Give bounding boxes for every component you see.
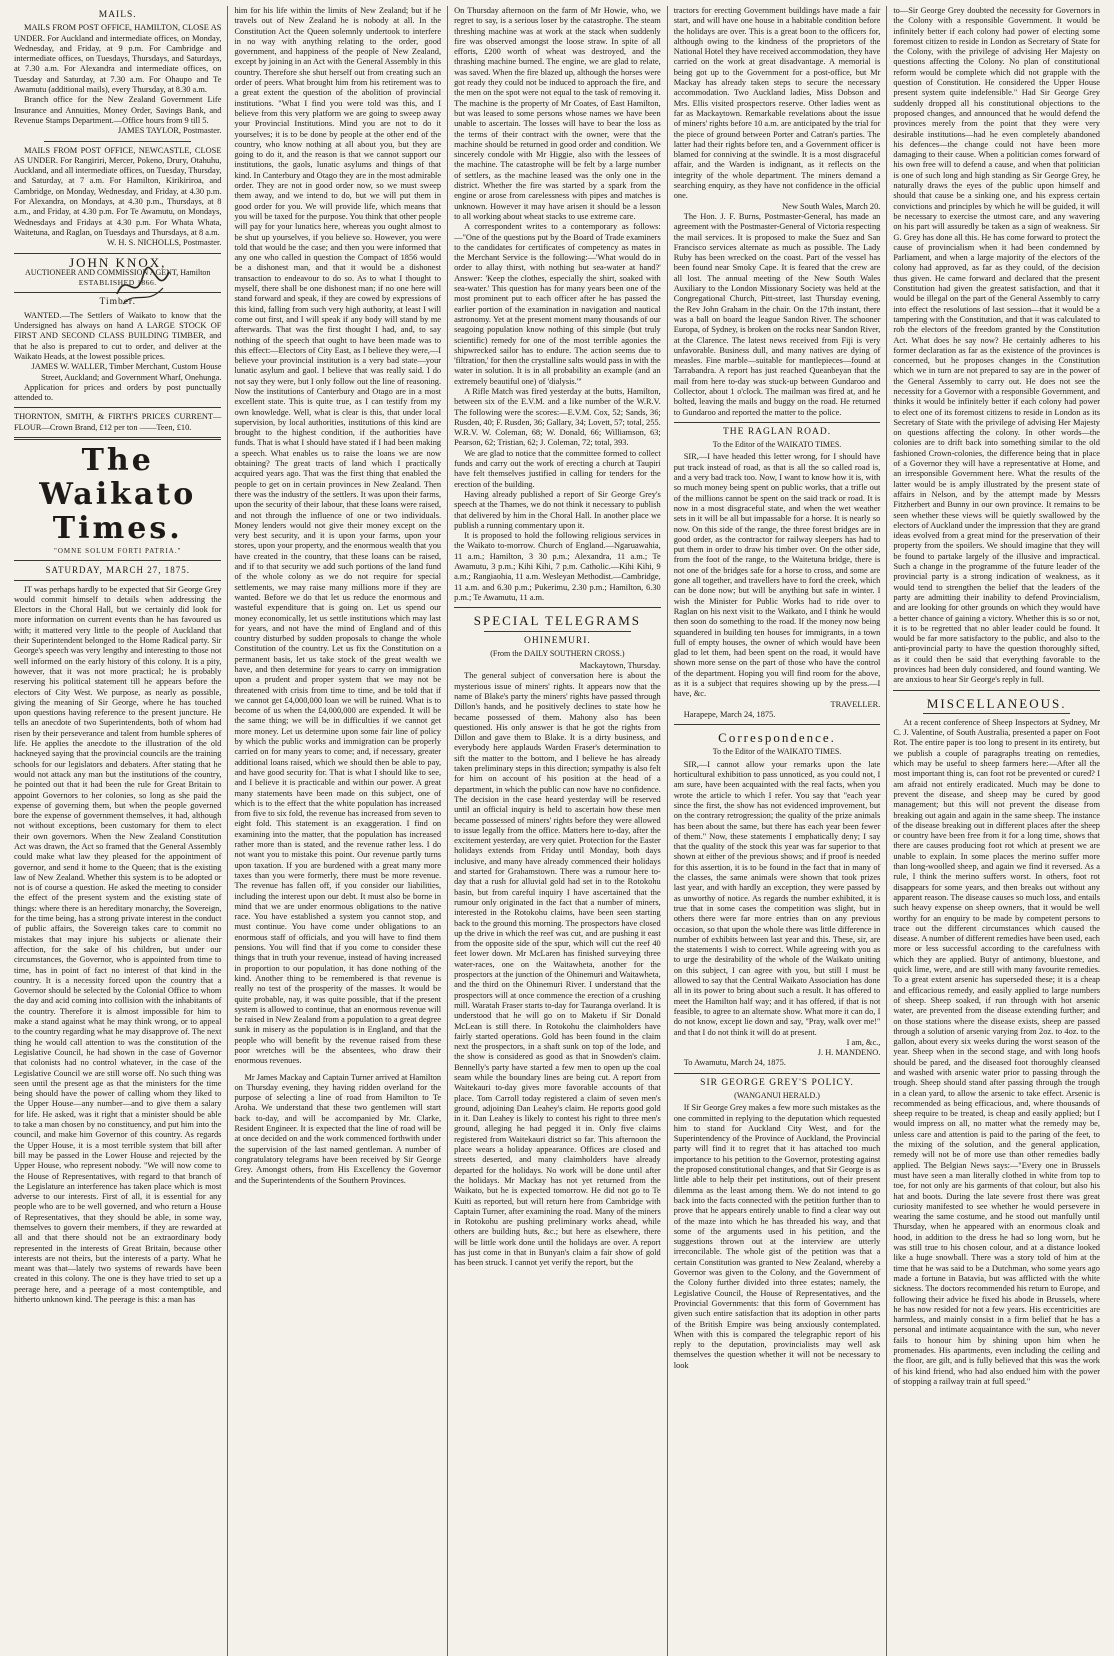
ohinemuri-telegram: The general subject of conversation here is about the mysterious issue of miners' rights. It appears now that the name of Blake's party the miners' rights have passed through Dillon's hands, and he positively declines to state how he became possessed of them. Mahony also has been questioned. His only answer is that he got the rights from Dillon and gave them to Blake. It is a dirty business, and everybody here applauds Warden Fraser's determination to sift the matter to the bottom, and I believe he has already taken preliminary steps in this direction; sympathy is also felt for him on account of his position at the head of a department, in which the public can now have no confidence. The decision in the case heard yesterday will be reserved until an official inquiry is held to ascertain how these men became possessed of miners' rights before they were allowed to issue legally from the office. Matters here to-day, after the excitement yesterday, are very quiet. Protection for the Easter holidays extends from Friday until Monday, both days inclusive, and many have already commenced their holidays and started for Grahamstown. There was a rumour here to-day that a rush for alluvial gold had set in to the Rotokohu basin, but from careful inquiry I have ascertained that the rumour only originated in the fact that a number of miners, interested in the Rotokohu claims, have been seen starting back to the ground this morning. The prospectors have closed up the drive in which the reef was cut, and are pushing it east from the opposite side of the spur, which will cut the reef 40 feet lower down. Mr McLaren has finished surveying three water-races, one on the Waitawheta, another for the prospectors at the junction of the Ohinemuri and Waitawheta, and the third on the Ohinemuri River. I understand that the prospectors will at once commence the erection of a crushing mill. Waratah Fraser starts to-day for Tauranga overland. It is understood that he will go on to Maketu if Sir Donald McLean is still there. In Rotokohu the claimholders have fairly started operations. Gold has been found in the claim next the prospectors, in a shaft sunk on top of the lode, and the show is considered as good as that in Snowden's claim. Bennelly's party have started a few men to open up the coal seam while the boundary lines are being cut. A report from Waitekauri to-day gives more favorable accounts of that place. Tom Carroll today registered a claim of seven men's ground, adjoining Dan Leahey's claim. He reports good gold in it. Dan Leahey is likely to contest his right to three men's ground, alleging he had pegged it in. Only five claims registered from Waitekauri district so far. This afternoon the place wears a holiday appearance. Offices are closed and streets deserted, and many claimholders have already departed for the holidays. No work will be done until after the holidays. Mr Mackay has not yet returned from the Waikato, but he is expected tomorrow. He did not go to Te Kuiti as reported, but will return here from Cambridge with Captain Turner, after examining the road. Many of the miners in Rotokohu are pushing preliminary works ahead, while others are building huts, &c.; but here as elsewhere, there will be little work done until the holidays are over. A report has just come in that in Bunyan's claim a fair show of gold has been struck. I cannot yet verify the report, but the xyxy=(454,671,661,1268)
mails-heading: MAILS. xyxy=(98,10,137,20)
divider xyxy=(14,560,221,561)
timber-apply: Application for prices and orders by post punctually attended to. xyxy=(14,382,222,403)
religious-services: It is proposed to hold the following religious services in the Waikato to-morrow. Church of England.—Ngaruawahia, 11 a.m.; Hamilton, 3 30 p.m.; Alexandra, 11 a.m.; Te Awamutu, 3 p.m.; Kihi Kihi, 7 p.m. Catholic.—Kihi Kihi, 9 a.m.; Rangiaohia, 11 a.m. Wesleyan Methodist.—Cambridge, 11 a.m. and 6.30 p.m.; Pukerimu, 2.30 p.m.; Hamilton, 6.30 p.m.; Te Awamutu, 11 a.m. xyxy=(454,531,661,602)
timber-heading: Timber. xyxy=(99,297,136,308)
rifle-match: A Rifle Match was fired yesterday at the butts, Hamilton, between six of the E.V.M. and a like number of the W.R.V. The following were the scores:—E.V.M. Cox, 52; Sands, 36; Rusden, 40; F. Rusden, 36; Gallary, 34; Lovett, 57; total, 255. W.R.V. W. Coleman, 68; W. Donald, 66; Williamson, 63; Pearson, 62; Tristian, 62; J. Coleman, 72; total, 393. xyxy=(454,386,661,448)
timber-merchant: JAMES W. WALLER, Timber Merchant, Custom House Street, Auckland; and Government Wharf, Onehunga. xyxy=(31,362,222,382)
divider xyxy=(484,631,631,632)
masthead: The Waikato Times. xyxy=(39,442,197,546)
divider xyxy=(14,580,221,581)
raglan-signature: TRAVELLER. xyxy=(830,699,881,709)
leader-article: IT was perhaps hardly to be expected that Sir George Grey would commit himself to details when addressing the Electors in the Choral Hall, but we certainly did look for more information on current events than he has favoured us with; it mattered very little to the people of Auckland that their Superintendent belonged to the Home Radical party. Sir George's speech was very lengthy and interesting to those not well informed on the early history of this colony. It is a pity, however, that it was not more practical; he is probably reserving his political statement till he appears before the electors of City West. We purpose, as nearly as possible, giving the meaning of Sir George, where he has touched upon questions having reference to the present juncture. He tells an anecdote of two Superintendents, both of whom had risen by their perseverance and talent from humble spheres of life. He applies the anecdote to the illustration of the old hackneyed saying that the provincial councils are the training schools for our legislators and debaters. After stating that he would not attack any man but the institutions of the country, he pointed out that it had been the rule for Great Britain to appoint Governors to her colonies, so long as she paid the expense of governing them, but when the people governed bore the expense of government themselves, it had, although not without exceptions, been customary for them to elect their own governors. When the New Zealand Constitution Act was drawn, the Act so framed that the General Assembly could make what law they pleased for the appointment of governor, and send it home to the Queen; that is the existing law of New Zealand. Whether this system is to be adopted or not is of course a question. He asked the meeting to consider the effect of the present system and the existing state of things: where there is an hereditary monarchy, the Sovereign, for the time being, has a strong private interest in the conduct of public affairs, the Sovereign takes care to commit no mistakes that may injure his subjects or alienate their affection, for the sake of his children, but under our circumstances, the Governor, who is appointed from time to time, has in point of fact no interest of that kind in the country. It is a necessity forced upon the country that a Governor should be selected by the Colonial Office to whom the day and acid coming into collision with the inhabitants of the country. Therefore it is almost impossible for him to make a stand against what he may think wrong, or to appeal to the country regarding what he may disapprove of. The next thing he would call attention to was the constitution of the Legislative Council, he had shown in the case of Governor that colonists had no control whatever, in the case of the Legislative Council we are still worse off. No such thing was seen until the present age as that the ministers for the time being should have the power of calling whom they liked to the Upper House—any number—and to give them a salary for life. He asked, was it right that a minister should be able to take a man chosen by no constituency, and put him into the council, and make him Governor of this country. As regards the Upper House, it is a most terrible system that bill after bill may be passed in the Lower House and rejected by the Upper House, who represent nobody. "We will now come to the House of Representatives, with regard to that branch of the Legislature an interference has taken place which is most adverse to our interests. First of all, it is essential for any people who are to be well governed, and who return a House of Representatives, that they should be able, in some way, themselves to govern their members, if they are rewarded at all and that there should not be an extraordinary body represented in the interests of Great Britain, because other interests are not theirs, but the interests of a party. What he meant was that—lately two systems of rewards have been created in this colony. The one is they have tried to set up a peerage here, and a peerage of a most contemptible, and hitherto unknown kind. The peerage is this: a man has xyxy=(14,584,222,1305)
mails-newcastle: MAILS FROM POST OFFICE, NEWCASTLE, CLOSE AS UNDER. For Rangiriri, Mercer, Pokeno, Drury, Otahuhu, Auckland, and all intermediate offices, on Tuesday, Thursday, and Saturday, at 7 a.m. For Hamilton, Kirikiriroa, and Cambridge, on Monday, Wednesday, and Friday, at 4.30 p.m. For Alexandra, on Mondays, at 4.30 p.m., Thursdays, at 8 a.m., and Friday, at 4.30 p.m. For Te Awamutu, on Mondays, Wednesdays and Fridays at 4.30 p.m. For Whata Whata, Waitetuna, and Raglan, on Tuesdays and Thursdays, at 8 a.m. xyxy=(14,145,222,237)
grey-policy-continued: to—Sir George Grey doubted the necessity for Governors in the Colony with a responsible Government. It would be infinitely better if each colony had power of electing some foremost citizen to reside in London as Secretary of State for the Colony, with the privilege of advising Her Majesty on questions affecting the Colony. No plan of constitutional reform would be complete which did not grapple with the question of Constitution. He considered the Upper House present system quite indefensible." Had Sir George Grey suddenly dropped all his constitutional objections to the proposed changes, and announced that he would defend the provinces merely from the point that they were very desirable institutions—had he even completely abandoned his defences—the change could not have been more damaging to their cause. When a politician comes forward of his own free will to defend a cause, and when that politician is one of such long and high standing as Sir George Grey, he naturally draws the eyes of the public upon himself and should that cause be a sinking one, and his express certain convictions and principles by which he will be guided, it will be necessary to exercise the utmost care, and any wavering on his part will assuredly be taken as a sign of weakness. Sir G. Grey has done all this. He has come forward to protect the cause of provincialism when it had been condemned by Parliament, and when a large majority of the electors of the colony had approved, as far as they could, of the decision thus given. He came forward and declared that the present Constitution had given the greatest satisfaction, and that it would be illegal on the part of the General Assembly to carry into effect the resolutions of last session—that it would be a tampering with the Constitution, and that it was calculated to rob the electors of the freedom granted by the Constitution Act. What does he say now? He certainly adheres to his former declaration as far as the existence of the provinces is concerned, but he proposes changes in the Constitution which we in turn are not prepared to say are in the power of the General Assembly to carry out. He does not see the necessity for a Governor with a responsible Government, and thinks it would be infinitely better if each colony had power to elect one of its foremost citizens to reside in London as its Secretary of State with the privilege of advising Her Majesty on questions affecting the colony. In other words—the colonies are to drift back into something similar to the old fashioned Crown-colonies, the difference being that in place of a Governor they will have a representative at Home, and an irresponsible Government here. What the results of the latter would be is amply illustrated by the present state of affairs in Nelson, and by the attempt made by Messrs Fitzherbert and Bunny in our own province. It remains to be seen whether these views will be quietly swallowed by the electors of Auckland under the impression that they are grand ideas evolved from a great mind for the preservation of their property from the spoilers. We should imagine that they will be found to partake largely of the illusive and impractical. Such a change in the programme of the future leader of the provincial party is a strong indication of weakness, as it would tend to strengthen the belief that the leaders of the party are admitting their inability to defend Provincialism, and are looking for other grounds on which they would have a better chance of gaining a victory. Whether this is so or not, it is to be regretted that no abler leader could be found. It would be far more satisfactory to the public, and also to the anti-provincial party to have the question thoroughly sifted, as it could then be said that everything favorable to the provinces had been duly considered, and found wanting. We are anxious to hear Sir George's reply in full. xyxy=(893,6,1100,685)
leader-continued: him for his life within the limits of New Zealand; but if he travels out of New Zealand he is nobody at all. In the Constitution Act the Queen solemnly undertook to interfere in no way with anything relating to the order, good government, and happiness of the people of New Zealand, except by joining in an Act with the General Assembly in this country. Therefore she shut herself out from creating such an order of peers. What brought him from his retirement was to a great extent the question of the abolition of provincial institutions. "What I find you were told was this, and I believe from this very platform we are going to sweep away your Provincial Institutions. Mind you are not to do it yourselves; it is to be done by people at the other end of the country, who know nothing at all about you, but they are going to do it, and the reason is that we cannot support our institutions, the gaols, lunatic asylums and things of that kind. In Canterbury and Otago they are in the most admirable order. They are not in good order now, so we must sweep them away, and we intend to do, but we will put them in good order for you. We will provide life, which means that you will be taxed for the purpose. You think that other people will pay for your lunatics here, whereas you ought almost to be shut up yourselves, if you believe so. However, you were told that would be the case; and then you were informed that any one who called in question the Compact of 1856 would be a dishonest man, and that it would be a dishonest transaction to endeavour to do so. As to what I thought to myself, there shall be one dishonest man; if no one here will stand forward and speak, if they are cowed by expressions of this kind, falling from such very high authority, at least I will come out first, and I will speak if any body will stand by me afterwards. That was the first thought I had, and, to say nothing of the speech that ought to have been made was to this effect:—Electors of City East, as I believe they were,—I believe your provincial institution is a very bad state—your lunatic asylum and gaol. I believe that was really said. I do not say they were, but I only follow out the line of reasoning. Now the institutions of Canterbury and Otago are in a most excellent state. This is quite true, as I can testify from my own knowledge. Well, what is clear is this, that under local supervision, by local authorities, institutions of this kind are brought to the highest condition, if the authorities have funds. That is what I should have stated if I had been making a speech. What enables us to raise the loans we are now obtaining? The great tracts of land which I practically acquired years ago. That was the first thing that enabled the people to get on in certain provinces in New Zealand. Then there was the industry of the settlers. It was upon their farms, upon the security of their labour, that these loans were raised, and not through the influence of one or two individuals. Money lenders would not give their money except on the very best security, and it is upon your farms, upon your stores, upon your property, and the enormous wealth that you have created in the country, that these loans can be raised, and if to that security we add such portions of the land fund of the whole colony as we do not require for special settlements, we may raise many millions more if they are wanted. Before we do that let us reduce the enormous and wasteful expenditure that is going on. Let us spend our money economically, let us settle institutions which may last for years, and not have the mind of England and of this country disturbed by sudden proposals to change the whole Constitution of the country. Let us fix the Constitution on a permanent basis, let us take stock of the great wealth we have, and then determine for years to carry on immigration upon a prudent and proper system that we may not be threatened with crisis from time to time, and be told that if we cannot get £4,000,000 loan we will be ruined. What is to become of us when the £4,000,000 are expended. It will be the same thing; we will be in difficulties if we cannot get more money. Let us determine upon some fair line of policy by which the public works and immigration can be properly carried on for many years to come; and, if necessary, greater additional loans raised, which we should then be able to pay, and have good security for. That is what I should like to see, and I believe it is practicable and within our power. A great many statements have been made on this subject, one of which is to the effect that the white population has increased from five to six fold, the revenue has increased from seven to eight fold. This statement is an exaggeration. I find on examining into the matter, that the population has increased rather more than is stated, and the revenue rather less. I do not want you to mistake this point. Our revenue partly turns upon taxation. If you are burdened with a great many more taxes than you were formerly, there must be more revenue. The revenue has fallen off, if you consider our liabilities, including the interest upon our debt. It must also be borne in mind that we are under enormous obligations to the native race. You have established a system you cannot stop, and must continue. You have come under obligations to an enormous staff of officials, and you will have to find them pensions. You will find that if you come to consider these things that in truth your revenue, instead of having increased in proportion to our population, it has done nothing of the kind. Another thing to be remembered is that revenue is really no test of the prosperity of the masses. It would be quite probable, nay, it was quite possible, that if the present system is allowed to continue, that an enormous revenue will be raised in New Zealand from a population to a great degree sunk in misery as the population is in England, and that the people who will benefit by the revenue raised from these poor wretches will be the absentees, who draw their enormous revenues. xyxy=(234,6,442,1066)
raglan-addressee: To the Editor of the WAIKATO TIMES. xyxy=(712,440,842,450)
fire-report: On Thursday afternoon on the farm of Mr Howie, who, we regret to say, is a serious loser by the catastrophe. The steam threshing machine was at work at the stack when suddenly fire was observed amongst the loose straw. In spite of all efforts, £200 worth of wheat was destroyed, and the thrashing machine burned. The engine, we are glad to relate, was saved. When the fire blazed up, although the horses were got ready they could not be induced to approach the fire, and the men on the spot were not equal to the task of removing it. The machine is the property of Mr Coates, of East Hamilton, but was leased to some persons whose names we have been unable to ascertain. The losses will have to bear the loss as the terms of their contract with the owner, were that the machine should be returned in good order and condition. We sincerely condole with Mr Higgie, also with the lessees of the machine. The catastrophe will be felt by a large number of settlers, as the machine leased was the only one in the district. Whether the fire was started by a spark from the engine or arose from carelessness with pipes and matches is unknown. However it may have arisen it should be a lesson to all working about wheat stacks to use extreme care. xyxy=(454,6,661,221)
mackay-turner-item: Mr James Mackay and Captain Turner arrived at Hamilton on Thursday evening, they having ridden overland for the purpose of selecting a line of road from Hamilton to Te Aroha. We understand that these two gentlemen will start back to-day, and will be accompanied by Mr. Clarke, Resident Engineer. It is expected that the line of road will be at once decided on and the work commenced forthwith under the supervision of the last named gentleman. A number of congratulatory telegrams have been received by Sir George Grey. Amongst others, from His Excellency the Governor and the Superintendents of the Southern Provinces. xyxy=(234,1072,442,1185)
special-telegrams-heading: SPECIAL TELEGRAMS xyxy=(473,613,642,629)
divider xyxy=(674,1073,881,1074)
raglan-road-heading: THE RAGLAN ROAD. xyxy=(722,426,832,437)
raglan-letter: SIR,—I have headed this letter wrong, for I should have put track instead of road, as that is all the so called road is, and a very bad track too. Now, I want to know how it is, with so much money being spent on public works, that a trifle out of the millions cannot be spent on the said track or road. It is now in a most disgraceful state, and when the wet weather sets in it will be all but impassable for a horse. It is nearly so now. On this side of the range, the three forest bridges are in good order, as the contractor for railway sleepers has had to put them in order to draw his timber over. On the other side, from the foot of the range, to the Waitetuna bridge, there is not one of the bridges safe for a horse to cross, and some are gone all together, and travellers have to ford the creek, which can be done now; but will be anything but safe in winter. I wish the Minister for Public Works had to ride over to Raglan on his next visit to the Waikato, and I think he would then soon do something to the road. If the money now being squandered in building ten houses for immigrants, in a town full of empty houses, the owner of which would have been glad to let them, had been spent on the road, it would have shown more sense on the part of those who have the control of the department. Hoping you will find room for the above, as it is a subject that requires showing up by the press.—I have, &c. xyxy=(673,452,881,699)
grey-policy-article: If Sir George Grey makes a few more such mistakes as the one committed in replying to the deputation which requested him to stand for Auckland City West, and for the Superintendency of the Province of Auckland, the Provincial party will find it to regret that it has attached too much importance to his petition to the Governor, protesting against the proposed constitutional changes, and that Sir George is as little able to help their pet institutions, out of their present dilemma as the least among them. We do not intend to go back into the facts connected with the petition further than to prove that he appears entirely unable to find a clear way out of the maze into which he has threaded his way, and that some of the arguments used in his petition, and the suggestions thrown out at the interview are utterly irreconcilable. The whole gist of the petition was that a certain Constitution was granted to New Zealand, whereby a Governor was given to the Colony, and the Government of the Colony further divided into three estates; namely, the Legislative Council, the House of Representatives, and the Provincial Governments: that this form of Government has given such entire satisfaction that its adoption in other parts of the British Empire was being anxiously contemplated. When with this is compared the telegraphic report of his reply to the deputation, provincialists may well ask themselves the question whether it will not be necessary to look xyxy=(673,1103,881,1370)
grey-policy-source: (WANGANUI HERALD.) xyxy=(734,1090,820,1100)
correspondence-addressee: To the Editor of the WAIKATO TIMES. xyxy=(712,747,842,757)
correspondence-letter: SIR,—I cannot allow your remarks upon the late horticultural exhibition to pass unnoticed, as you could not, I am sure, have been acquainted with the real facts, when you wrote the article to which I refer. You say that "each year since the first, the show has not evidenced improvement, but on the contrary retrogression; the quality of the prize animals has been about the same, but there has each year been fewer of them." Now, these statements I emphatically deny; I say that the quality of the stock this year was far superior to that shown at either of the previous shows; and if proof is needed for this assertion, it is to be found in the fact that in many of the classes, the same animals were shown that took prizes last year, and with hardly an exception, they were passed by as unworthy of notice. As regards the number exhibited, it is true that in some cases the competition was slight, but in others there were far more entries than on any previous occasion, so that upon the whole there was little difference in number of exhibits between last year and this. These, sir, are the statements I wish to correct. While agreeing with you as to urge the desirability of the whole of the Waikato uniting on this subject, I can agree with you, but still I must be allowed to say that the Central Waikato Association has done all in its power to bring about such a result. It has offered to meet the Hamilton half way; and it has offered, if that is not feasible, to agree to an alternate show. What more it can do, I do not know, except lie down and say, "Pray, walk over me!" and that I do not think it will do at present. xyxy=(673,759,881,1037)
knox-role: AUCTIONEER AND COMMISSION AGENT, Hamilton xyxy=(25,267,211,277)
ohinemuri-heading: OHINEMURI. xyxy=(524,635,591,646)
divider xyxy=(674,724,881,725)
grey-speech-note: Having already published a report of Sir George Grey's speech at the Thames, we do not think it necessary to publish that delivered by him in the Choral Hall. In another place we publish a running commentary upon it. xyxy=(454,489,661,530)
divider xyxy=(14,292,221,293)
issue-date: SATURDAY, MARCH 27, 1875. xyxy=(45,565,190,576)
miscellaneous-heading: MISCELLANEOUS. xyxy=(926,695,1067,711)
divider xyxy=(893,690,1100,691)
divider xyxy=(674,422,881,423)
telegram-continued: tractors for erecting Government buildings have made a fair start, and will have one house in a habitable condition before the holidays are over. This is a great boon to the officers for, although owing to the kindness of the proprietors of the National Hotel they have received accommodation, they have carried on the work at great disadvantage. A memorial is being got up to the Government for a post-office, but Mr Mackay has already taken steps to secure the necessary accommodation. Two Auckland ladies, Miss Dobson and Mrs. Ellis visited prospectors reserve. Other ladies went as far as Mackaytown. Remarkable revelations about the issue of miners' rights before 10 a.m. are anticipated by the trial for the piece of ground between Porter and Catran's parties. The latter had their rights before ten, and a Government officer is blamed for conniving at the swindle. It is a most disgraceful affair, and the Warden is indignant, as it reflects on the integrity of the whole department. The miners demand a searching enquiry, as they have not confidence in the official one. xyxy=(673,6,881,201)
taupiri-church: We are glad to notice that the committee formed to collect funds and carry out the work of erecting a church at Taupiri have felt themselves justified in calling for tenders for the erection of the building. xyxy=(454,448,661,489)
telegram-source: (From the DAILY SOUTHERN CROSS.) xyxy=(490,648,625,658)
prices-current: THORNTON, SMITH, & FIRTH'S PRICES CURRENT— FLOUR—Crown Brand, £12 per ton ——Teen, £10. xyxy=(14,412,222,432)
correspondence-place: To Awamutu, March 24, 1875. xyxy=(683,1058,786,1068)
column-5 xyxy=(886,6,1106,1656)
divider xyxy=(44,141,191,142)
mails-postmaster-taylor: JAMES TAYLOR, Postmaster. xyxy=(117,126,222,136)
divider xyxy=(454,607,661,608)
telegram-dateline: Mackaytown, Thursday. xyxy=(579,661,661,671)
mails-hamilton: MAILS FROM POST OFFICE, HAMILTON, CLOSE AS UNDER. For Auckland and intermediate offices, on Monday, Wednesday, and Friday, at 9 p.m. For Cambridge and intermediate offices, on Tuesdays, Thursdays, and Saturdays, at 7.30 a.m. For Alexandra and intermediate offices, on Tuesday and Saturday, at 7.30 a.m. For Ohaupo and Te Awamutu (additional mails), every Thursday, at 8.30 a.m. xyxy=(14,23,222,95)
divider xyxy=(923,713,1070,714)
knox-established: ESTABLISHED 1866. xyxy=(78,278,157,288)
nsw-news: The Hon. J. F. Burns, Postmaster-General, has made an agreement with the Postmaster-General of Victoria respecting the mail services. It is proposed to make the Suez and San Francisco services alternate as much as possible. The Lady Ruby has been wrecked on the coast. Part of the vessel has been found near Smoky Cape. It is feared that the crew are all lost. The annual meeting of the New South Wales Auxiliary to the London Missionary Society was held at the Congregational Church, Pitt-street, last Thursday evening, the Rev John Graham in the chair. On the 17th instant, there was a ball on board the league Sandon River. The schooner Europa, of Sydney, is broken on the rocks near Sandon River, at the Clarence. The latest news received from Fiji is very unfavorable. Business dull, and many natives are dying of measles. Fine marble—suitable for mantlepieces—found at Tarrabandra. A report has just reached Queanbeyan that the mail from here to-day was stuck-up between Gundaroo and Collector, about 1 o'clock. The mailman was fired at, and he bolted, leaving the mails and buggy on the road. He returned to Gundaroo and reported the matter to the police. xyxy=(673,211,881,417)
knox-name: JOHN KNOX, xyxy=(69,254,167,270)
column-3 xyxy=(447,6,667,1656)
correspondence-signature: J. H. MANDENO. xyxy=(817,1048,881,1058)
divider xyxy=(14,407,221,408)
correspondence-heading: Correspondence. xyxy=(718,730,836,746)
motto: "OMNE SOLUM FORTI PATRIA." xyxy=(53,546,182,555)
grey-policy-heading: SIR GEORGE GREY'S POLICY. xyxy=(700,1077,854,1088)
columns xyxy=(8,6,1106,1656)
timber-advert: WANTED.—The Settlers of Waikato to know that the Undersigned has always on hand A LARGE STOCK OF FIRST AND SECOND CLASS BUILDING TIMBER, and that he also is prepared to cut to order, and deliver at the Waikato Heads, at the lowest possible prices. xyxy=(14,310,222,361)
column-1 xyxy=(8,6,227,1656)
correspondence-close: I am, &c., xyxy=(846,1037,881,1047)
mails-postmaster-nicholls: W. H. S. NICHOLLS, Postmaster. xyxy=(107,238,222,248)
double-divider xyxy=(14,437,221,440)
divider xyxy=(14,253,221,254)
column-2 xyxy=(227,6,447,1656)
raglan-place: Harapepe, March 24, 1875. xyxy=(683,709,776,719)
sea-water-item: A correspondent writes to a contemporary as follows:—"One of the questions put by the Board of Trade examiners to the candidates for certificates of competency as mates in the Merchant Service is the following:—'What would do in order to allay thirst, with nothing but sea-water at hand?' Answer: 'Keep the clothes, especially the shirt, soaked with sea-water.' This question has for many years been one of the most prominent put to each officer after he has passed the earlier portion of the examination in navigation and nautical astronomy. Yet at the present moment many thousands of our seagoing population know nothing of this simple (but truly scientific) remedy for one of the most terrible agonies the shipwrecked sailor has to endure. The action seems due to 'filtration,' for then the crystalline salts would pass in with the water in solution. It is in all probability an example (and an extremely beautiful one) of 'dialysis.'" xyxy=(454,222,661,386)
nsw-dateline: New South Wales, March 20. xyxy=(782,201,881,211)
column-4 xyxy=(667,6,887,1656)
mails-branch-office: Branch office for the New Zealand Government Life Insurance and Annuities, Money Order, Savings Bank, and Revenue Stamps Department.—Office hours from 9 till 5. xyxy=(14,95,222,125)
miscellaneous-body: At a recent conference of Sheep Inspectors at Sydney, Mr C. J. Valentine, of South Australia, presented a paper on Foot Rot. The entire paper is too long to present in its entirety, but we publish a couple of paragraphs treating on remedies, which may be useful to sheep farmers here:—After all the most important thing is, can foot rot be prevented or cured? I am afraid not entirely eradicated. Much may be done to prevent the disease, and sheep may be cured by good management; but this will not prevent the disease from breaking out again and again in the same sheep. The instance of the disease breaking out in different places after the sheep or country have been free from it for a long time, shows that there are causes producing foot rot which at present we are unable to explain. In some places the merino suffer more than long-woolled sheep, and again we find it reversed. As a rule, I think the merino suffers worst. In others, foot rot disappears for some years, and then breaks out without any apparent reason. The disease causes so much loss, and entails such heavy expense on sheep owners, that it would be well worthy for an enquiry to be made by competent persons to trace out the different circumstances which caused the disease. A number of different remedies have been used, each more or less successful according to the carefulness with which they are applied. Butyr of antimony, bluestone, and quick lime, were, and are still with many favourite remedies. To a great extent arsenic has superseded these; it is a cheap and efficacious remedy, and easily applied to large numbers of sheep. Sheep soaked, if run through with hot arsenic water, are prevented from the disease extending further; and on those stations where the disease exists, sheep are passed through a solution of arsenic varying from 2oz. to 4oz. to the gallon, about every six weeks during the worst season of the year. Sheep when in the second stage, and with long hoofs should be pared, and the diseased foot thoroughly cleansed and washed with arsenic water prior to passing through the trough. Sheep should stand after passing through the trough in a clean yard, to allow the arsenic to take effect. Arsenic is recommended as being efficacious, and, where thousands of sheep require to be treated, is cheap and easily applied; but I would impress on all, no matter what the remedy may be, unless care and attention is paid to the paring of the feet, to the mixing of the solution, and the general application, remedy will not be of more use than other remedies badly applied. The Belgian News says:—"Every one in Brussels must have seen a man literally clothed in white from top to toe, for not only are his garments of that colour, but also his hat and boots. During the late severe frost there was great curiosity manifested to see whether he would persevere in wearing the same costume, and he stood out manfully until Thursday, when he appeared with an enormous cloak and hood, in addition to the dress he had so long worn, but he was still true to his chosen colour, and at a distance looked like a huge snowball. There was a story told of him at the time that he was said to be a Dutchman, who some years ago made a fortune in Batavia, but was afflicted with the white sickness. The doctors recommended his return to Europe, and following their advice he fixed his abode in Brussels, where he has now resided for not a few years. His eccentricities are harmless, and mainly consist in a firm belief that he has a personal and intimate acquaintance with the sun, who never fails to honour him by shining upon him when he promenades. His apartments, even including the ceiling and the floor, are gilt, and is fully believed that this was the work of his kind friend, who had also endued him with the power of stopping a railway train at full speed." xyxy=(893,717,1100,1386)
